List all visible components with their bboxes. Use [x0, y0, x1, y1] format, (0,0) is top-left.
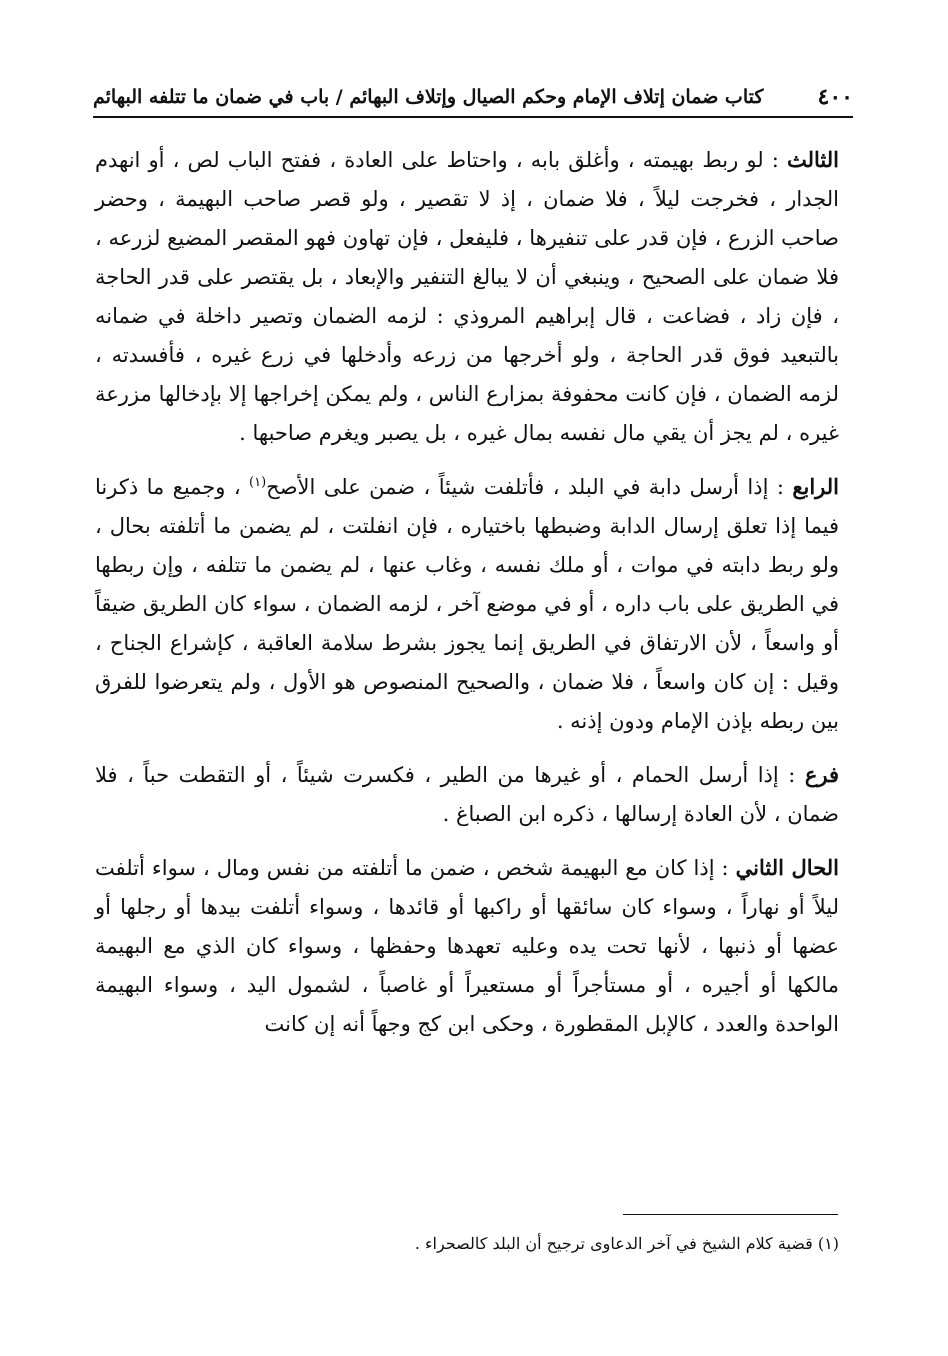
footnote-marker: (١): [817, 1234, 839, 1253]
footnote: [95, 1230, 839, 1258]
paragraph-text: : لو ربط بهيمته ، وأغلق بابه ، واحتاط على العادة ، ففتح الباب لص ، أو انهدم الجدار ، فخرجت ليلاً ، فلا ضمان ، إذ لا تقصير ، ولو قصر صاحب البهيمة ، وحضر صاحب الزرع ، فإن قدر على تنفيرها ، فليفعل ، فإن تهاون فهو المقصر المضيع لزرعه ، فلا ضمان على الصحيح ، وينبغي أن لا يبالغ التنفير والإبعاد ، بل يقتصر على قدر الحاجة ، فإن زاد ، فضاعت ، قال إبراهيم المروذي : لزمه الضمان وتصير داخلة في ضمانه بالتبعيد فوق قدر الحاجة ، ولو أخرجها من زرعه وأدخلها في زرع غيره ، فأفسدته ، لزمه الضمان ، فإن كانت محفوفة بمزارع الناس ، ولم يمكن إخراجها إلا بإدخالها مزرعة غيره ، لم يجز أن يقي مال نفسه بمال غيره ، بل يصبر ويغرم صاحبها .: [95, 148, 839, 445]
paragraph-branch: [95, 755, 839, 834]
main-text: [95, 140, 839, 1044]
footnote-reference[interactable]: (١): [249, 475, 267, 490]
section-heading: فرع: [804, 762, 839, 787]
section-heading: الثالث: [787, 147, 839, 172]
paragraph-text-continued: ، وجميع ما ذكرنا فيما إذا تعلق إرسال الدابة وضبطها باختياره ، فإن انفلتت ، لم يضمن ما أتلفته بحال ، ولو ربط دابته في موات ، أو ملك نفسه ، وغاب عنها ، لم يضمن ما تتلفه ، وإن ربطها في الطريق على باب داره ، أو في موضع آخر ، لزمه الضمان ، سواء كان الطريق ضيقاً أو واسعاً ، لأن الارتفاق في الطريق إنما يجوز بشرط سلامة العاقبة ، كإشراع الجناح ، وقيل : إن كان واسعاً ، فلا ضمان ، والصحيح المنصوص هو الأول ، ولم يتعرضوا للفرق بين ربطه بإذن الإمام ودون إذنه .: [95, 475, 839, 733]
paragraph-third: [95, 140, 839, 453]
paragraph-text: : إذا كان مع البهيمة شخص ، ضمن ما أتلفته من نفس ومال ، سواء أتلفت ليلاً أو نهاراً ، وسواء كان سائقها أو راكبها أو قائدها ، وسواء أتلفت بيدها أو رجلها أو عضها أو ذنبها ، لأنها تحت يده وعليه تعهدها وحفظها ، وسواء كان الذي مع البهيمة مالكها أو أجيره ، أو مستأجراً أو مستعيراً أو غاصباً ، لشمول اليد ، وسواء البهيمة الواحدة والعدد ، كالإبل المقطورة ، وحكى ابن كج وجهاً أنه إن كانت: [95, 856, 839, 1036]
footnote-text: قضية كلام الشيخ في آخر الدعاوى ترجيح أن البلد كالصحراء .: [414, 1234, 818, 1253]
paragraph-text: : إذا أرسل دابة في البلد ، فأتلفت شيئاً ، ضمن على الأصح: [266, 475, 793, 499]
section-heading: الرابع: [792, 474, 839, 499]
section-heading: الحال الثاني: [735, 855, 839, 880]
footnote-divider: [623, 1214, 838, 1215]
running-header: [93, 80, 853, 118]
running-title: كتاب ضمان إتلاف الإمام وحكم الصيال وإتلاف البهائم / باب في ضمان ما تتلفه البهائم: [93, 86, 764, 108]
paragraph-second-case: [95, 848, 839, 1044]
paragraph-text: : إذا أرسل الحمام ، أو غيرها من الطير ، فكسرت شيئاً ، أو التقطت حباً ، فلا ضمان ، لأن العادة إرسالها ، ذكره ابن الصباغ .: [95, 763, 839, 826]
page-number: ٤٠٠: [817, 84, 853, 110]
paragraph-fourth: [95, 467, 839, 741]
